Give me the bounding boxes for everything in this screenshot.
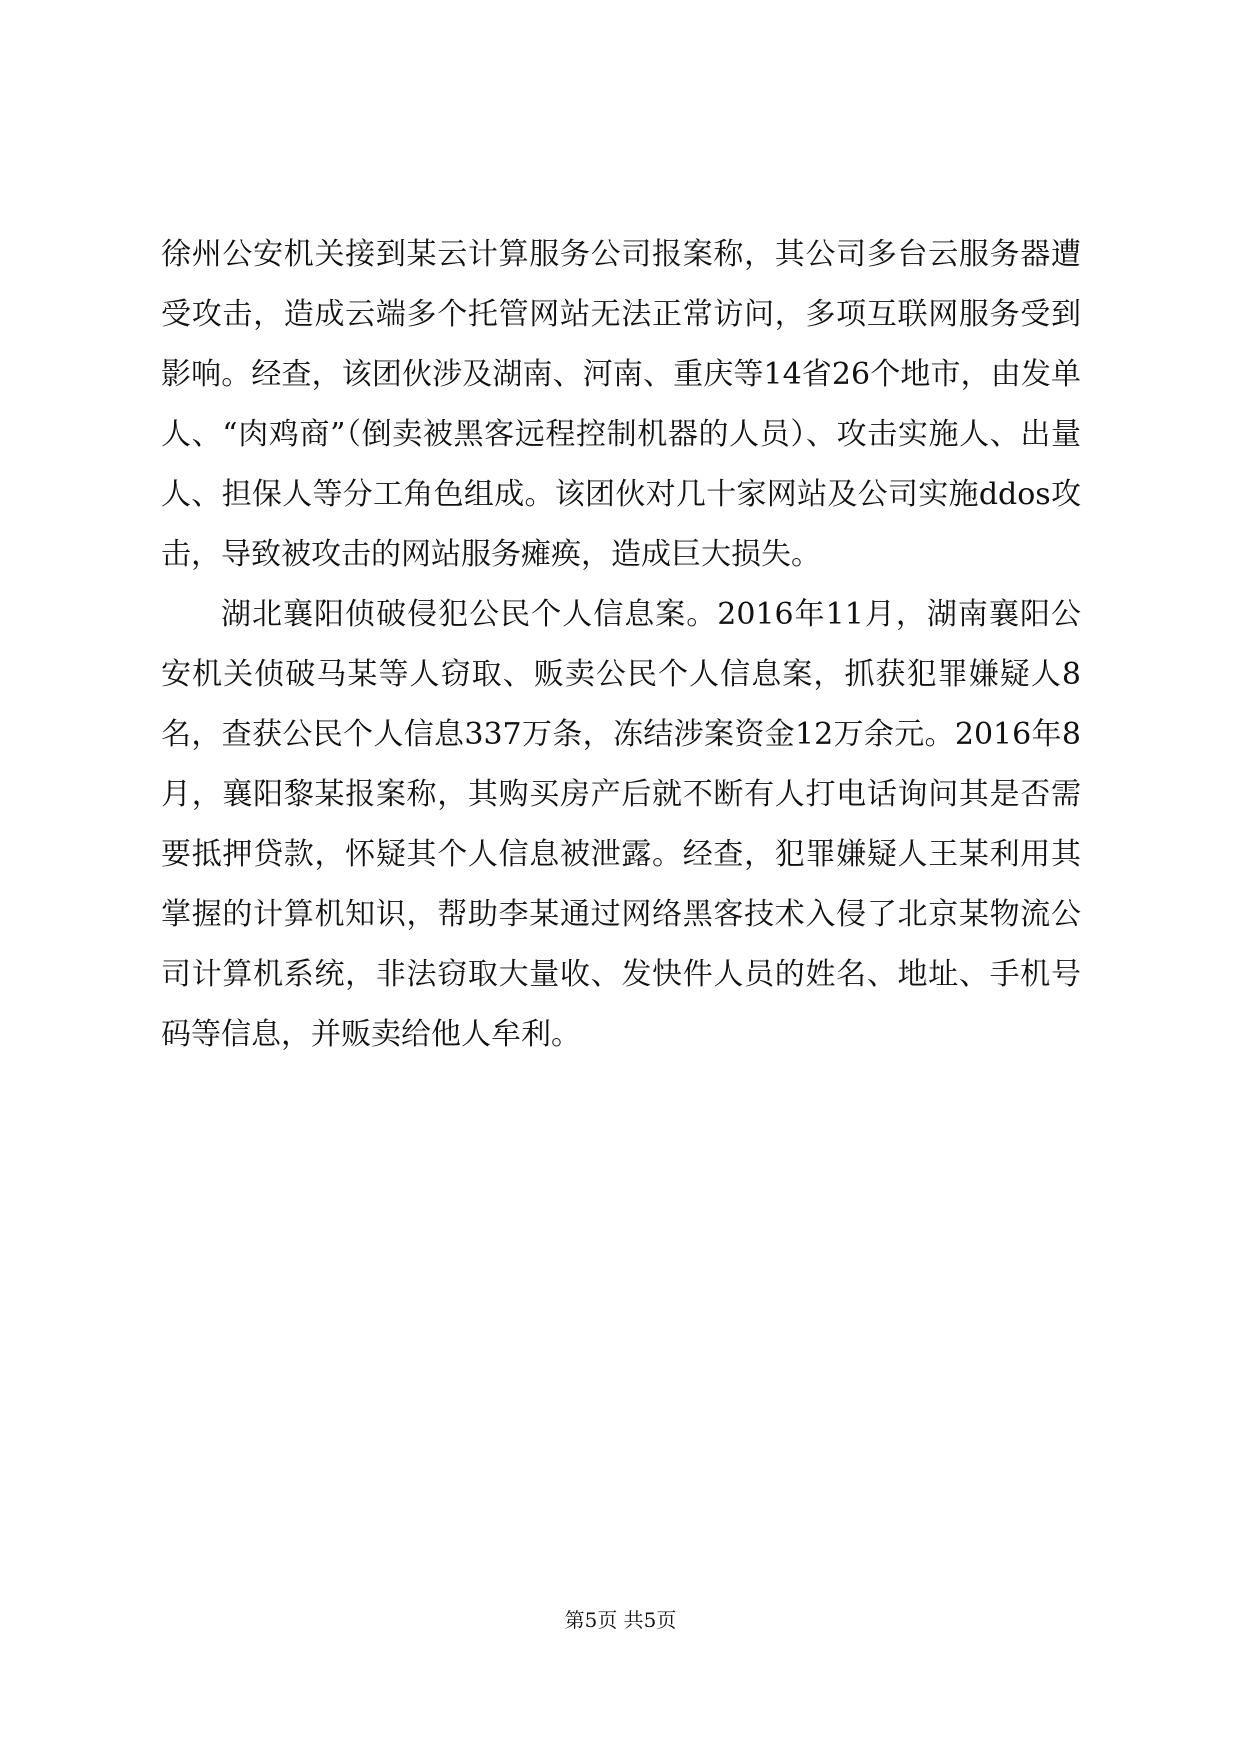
paragraph-case-xiangyang: 湖北襄阳侦破侵犯公民个人信息案。2016年11月，湖南襄阳公安机关侦破马某等人窃取、贩卖公民个人信息案，抓获犯罪嫌疑人8名，查获公民个人信息337万条，冻结涉案资金12万余元。2016年8月，襄阳黎某报案称，其购买房产后就不断有人打电话询问其是否需要抵押贷款，怀疑其个人信息被泄露。经查，犯罪嫌疑人王某利用其掌握的计算机知识，帮助李某通过网络黑客技术入侵了北京某物流公司计算机系统，非法窃取大量收、发快件人员的姓名、地址、手机号码等信息，并贩卖给他人牟利。	[161, 597, 1081, 1052]
paragraph-case-xuzhou: 徐州公安机关接到某云计算服务公司报案称，其公司多台云服务器遭受攻击，造成云端多个托管网站无法正常访问，多项互联网服务受到影响。经查，该团伙涉及湖南、河南、重庆等14省26个地市，由发单人、“肉鸡商”（倒卖被黑客远程控制机器的人员）、攻击实施人、出量人、担保人等分工角色组成。该团伙对几十家网站及公司实施ddos攻击，导致被攻击的网站服务瘫痪，造成巨大损失。	[161, 237, 1081, 572]
page-number-footer: 第5页 共5页	[564, 1608, 677, 1632]
document-body	[161, 225, 1081, 1065]
